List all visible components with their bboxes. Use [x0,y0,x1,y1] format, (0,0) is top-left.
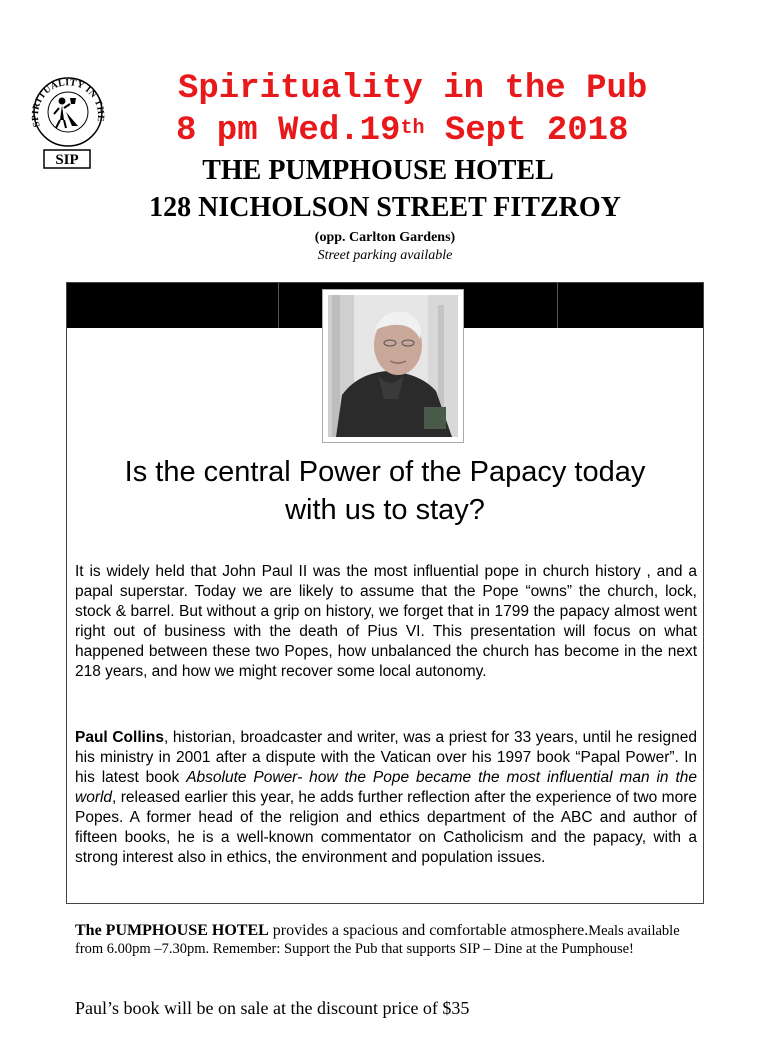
headline-date [176,112,629,150]
venue-info-lead [75,922,588,939]
speaker-portrait-photo [328,295,458,437]
venue-info-hotel: PUMPHOUSE HOTEL [105,922,269,939]
speaker-bio-text-continued: , released earlier this year, he adds further reflection after the experience of two more Popes. A former head of the religion and ethics department of the ABC and author of fifteen books, he is a well-known commentator on Catholicism and the papacy, with a strong interest also in ethics, the environment and population issues. [75,789,697,866]
venue-info-the: The [75,922,106,939]
venue-name: THE PUMPHOUSE HOTEL [202,155,554,186]
venue-address: 128 NICHOLSON STREET FITZROY [149,192,621,223]
band-divider [557,283,558,328]
headline-date-suffix: th [400,117,425,140]
speaker-photo-frame [322,289,464,443]
headline-date-post: Sept 2018 [424,112,629,150]
svg-text:SPIRITUALITY IN THE PUB: SPIRITUALITY IN THE [30,78,106,129]
venue-info-rest: provides a spacious and comfortable atmosphere. [268,922,589,939]
venue-landmark: (opp. Carlton Gardens) [314,230,456,245]
talk-abstract: It is widely held that John Paul II was the most influential pope in church history , and a papal superstar. Today we are likely to assume that the Pope “owns” the church, lock, stock & barrel. But without a grip on history, we forget that in 1799 the papacy almost went right out of business with the death of Pius VI. This presentation will focus on what happened between these two Popes, how unbalanced the church has become in the next 218 years, and how we might recover some local autonomy. [75,563,697,680]
venue-info [75,922,695,958]
talk-question-line1: Is the central Power of the Papacy today [124,456,646,488]
talk-card [66,282,704,904]
band-divider [278,283,279,328]
logo-sip-text: SIP [55,152,79,168]
speaker-name: Paul Collins [75,729,165,746]
talk-question [67,453,703,529]
headline-date-pre: 8 pm Wed.19 [176,112,401,150]
speaker-bio [75,728,697,868]
book-sale-note: Paul’s book will be on sale at the discount price of $35 [75,998,470,1018]
talk-question-line2: with us to stay? [285,494,485,526]
meals-info: Meals available from 6.00pm –7.30pm. Remember: Support the Pub that supports SIP – Dine at the Pumphouse! [75,923,680,957]
speaker-bio-text: , historian, broadcaster and writer, was a priest for 33 years, until he resigned his ministry in 2001 after a dispute with the Vatican over his 1997 book “Papal Power”. In his latest book [75,729,697,786]
book-title: Absolute Power- how the Pope became the most influential man in the world [75,769,697,806]
venue-parking: Street parking available [317,248,453,263]
headline-title: Spirituality in the Pub [178,70,648,108]
